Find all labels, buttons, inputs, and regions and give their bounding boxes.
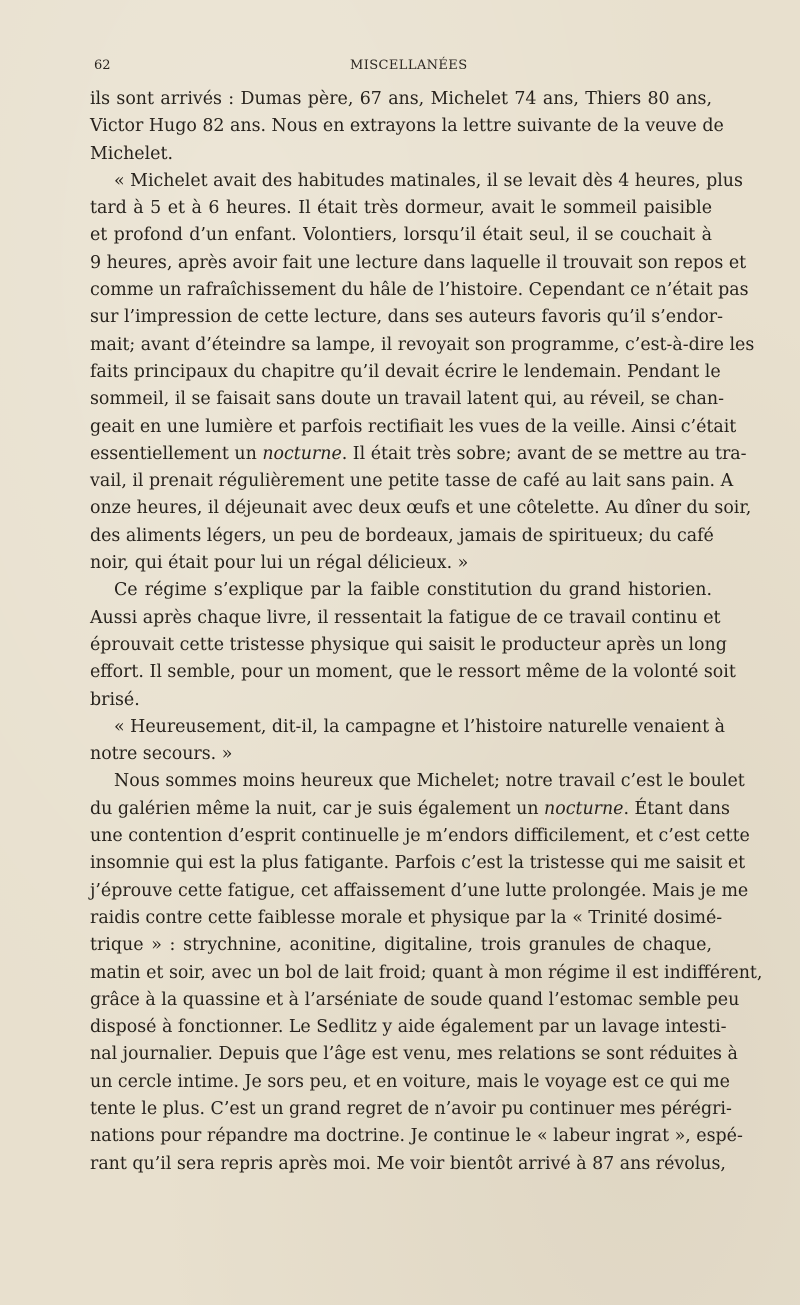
text-line: tard à 5 et à 6 heures. Il était très dormeur, avait le sommeil paisible bbox=[90, 198, 712, 219]
text-line: rant qu’il sera repris après moi. Me voir bientôt arrivé à 87 ans révolus, bbox=[90, 1153, 726, 1174]
text-line: essentiellement un nocturne. Il était très sobre; avant de se mettre au tra- bbox=[90, 443, 747, 464]
text-line: un cercle intime. Je sors peu, et en voiture, mais le voyage est ce qui me bbox=[90, 1071, 730, 1092]
text-line: 9 heures, après avoir fait une lecture dans laquelle il trouvait son repos et bbox=[90, 252, 747, 273]
text-line: sur l’impression de cette lecture, dans ses auteurs favoris qu’il s’endor- bbox=[90, 307, 723, 328]
text-line: « Heureusement, dit-il, la campagne et l’histoire naturelle venaient à bbox=[114, 716, 725, 737]
italic-word: nocturne bbox=[544, 798, 624, 819]
text-line: onze heures, il déjeunait avec deux œufs et une côtelette. Au dîner du soir, bbox=[90, 498, 752, 519]
text-line: Michelet. bbox=[90, 143, 173, 164]
text-line: matin et soir, avec un bol de lait froid; quant à mon régime il est indifférent, bbox=[90, 962, 763, 983]
text-line: éprouvait cette tristesse physique qui saisit le producteur après un long bbox=[90, 634, 727, 655]
text-line: faits principaux du chapitre qu’il devait écrire le lendemain. Pendant le bbox=[90, 361, 721, 382]
text-line: effort. Il semble, pour un moment, que le ressort même de la volonté soit bbox=[90, 662, 736, 683]
text-line: brisé. bbox=[90, 689, 140, 710]
text-line: ils sont arrivés : Dumas père, 67 ans, Michelet 74 ans, Thiers 80 ans, bbox=[90, 89, 712, 109]
italic-word: nocturne bbox=[262, 443, 342, 464]
text-line: mait; avant d’éteindre sa lampe, il revoyait son programme, c’est-à-dire les bbox=[90, 334, 755, 355]
text-line: tente le plus. C’est un grand regret de n’avoir pu continuer mes pérégri- bbox=[90, 1098, 732, 1119]
text-line: noir, qui était pour lui un régal délicieux. » bbox=[90, 553, 469, 574]
text-line: Aussi après chaque livre, il ressentait la fatigue de ce travail continu et bbox=[90, 607, 721, 628]
text-line: du galérien même la nuit, car je suis également un nocturne. Étant dans bbox=[90, 798, 730, 819]
text-line: et profond d’un enfant. Volontiers, lorsqu’il était seul, il se couchait à bbox=[90, 225, 712, 246]
text-line: « Michelet avait des habitudes matinales, il se levait dès 4 heures, plus bbox=[114, 170, 743, 191]
text-line: vail, il prenait régulièrement une petite tasse de café au lait sans pain. A bbox=[90, 471, 734, 492]
text-line: notre secours. » bbox=[90, 744, 233, 765]
body-text bbox=[90, 86, 763, 1178]
text-line: nal journalier. Depuis que l’âge est venu, mes relations se sont réduites à bbox=[90, 1044, 738, 1065]
text-line: Ce régime s’explique par la faible constitution du grand historien. bbox=[114, 580, 712, 601]
page-header bbox=[92, 58, 712, 78]
text-line: comme un rafraîchissement du hâle de l’histoire. Cependant ce n’était pas bbox=[90, 280, 749, 301]
text-line: j’éprouve cette fatigue, cet affaissement d’une lutte prolongée. Mais je me bbox=[90, 880, 749, 901]
text-line: sommeil, il se faisait sans doute un travail latent qui, au réveil, se chan- bbox=[90, 389, 724, 410]
text-line: trique » : strychnine, aconitine, digitaline, trois granules de chaque, bbox=[90, 935, 712, 956]
text-line: raidis contre cette faiblesse morale et physique par la « Trinité dosimé- bbox=[90, 907, 723, 928]
text-line: Victor Hugo 82 ans. Nous en extrayons la lettre suivante de la veuve de bbox=[90, 116, 724, 137]
text-line: des aliments légers, un peu de bordeaux, jamais de spiritueux; du café bbox=[90, 525, 714, 546]
text-line: Nous sommes moins heureux que Michelet; notre travail c’est le boulet bbox=[114, 771, 745, 792]
text-line: insomnie qui est la plus fatigante. Parfois c’est la tristesse qui me saisit et bbox=[90, 853, 746, 874]
text-line: geait en une lumière et parfois rectifiait les vues de la veille. Ainsi c’était bbox=[90, 416, 737, 437]
text-line: une contention d’esprit continuelle je m’endors difficilement, et c’est cette bbox=[90, 826, 750, 847]
text-line: grâce à la quassine et à l’arséniate de soude quand l’estomac semble peu bbox=[90, 989, 740, 1010]
running-head: MISCELLANÉES bbox=[350, 58, 468, 73]
text-line: disposé à fonctionner. Le Sedlitz y aide également par un lavage intesti- bbox=[90, 1017, 727, 1038]
text-line: nations pour répandre ma doctrine. Je continue le « labeur ingrat », espé- bbox=[90, 1126, 743, 1147]
page-number: 62 bbox=[94, 58, 111, 73]
